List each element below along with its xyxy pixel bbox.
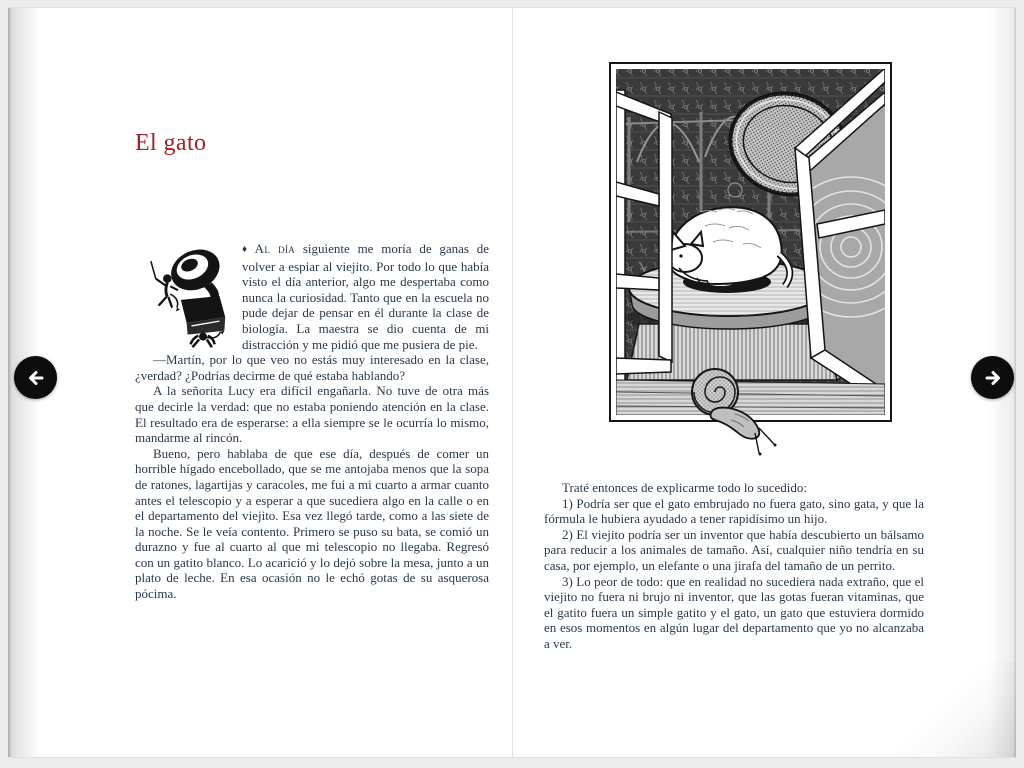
paragraph: 3) Lo peor de todo: que en realidad no sucediera nada extraño, que el viejito no fuera ni brujo ni inventor, que las gotas fueran vitaminas, que el gatito fuera un simple gatito y el gato, un gato que estuviera dormido en esos momentos en algún lugar del departamento que yo no alcanzaba a ver.: [544, 573, 924, 651]
book-spine: [512, 8, 513, 757]
paragraph: A la señorita Lucy era difícil engañarla. No tuve de otra más que decirle la verdad: que no estaba poniendo atención en la clase. El resultado era de esperarse: a ella siempre se le ocurría lo mismo, mandarme al rincón.: [135, 383, 489, 446]
arrow-left-icon: [25, 367, 47, 389]
gramophone-imps-illustration: [148, 243, 233, 349]
gramophone-icon: [148, 243, 233, 349]
right-text-column: [544, 480, 924, 652]
page-left: [8, 8, 512, 757]
chapter-title: El gato: [135, 130, 207, 156]
chapter-diamond-icon: ♦: [242, 244, 252, 255]
paragraph: Bueno, pero hablaba de que ese día, después de comer un horrible hígado encebollado, que se me antojaba menos que la sopa de ratones, lagartijas y caracoles, me fui a mi cuarto a armar cuanto antes el telescopio y a esperar a que sucediera algo en la calle o en el departamento del viejito. Esa vez llegó tarde, como a las siete de la noche. Se le veía contento. Primero se puso su bata, se comió un durazno y fue al cuarto al que mi telescopio no llegaba. Regresó con un gatito blanco. Lo acarició y lo dejó sobre la mesa, junto a un plato de leche. En esa ocasión no le echó gotas de su asquerosa pócima.: [135, 445, 489, 602]
cat-window-snail-icon: [609, 62, 892, 472]
left-text-column: [135, 241, 489, 602]
opening-smallcaps: Al día: [254, 241, 296, 256]
opening-text: siguiente me moría de ganas de volver a espiar al viejito. Por todo lo que había visto el día anterior, algo me despertaba como nunca la curiosidad. Tanto que en la escuela no pude dejar de pensar en él durante la clase de biología. La maestra se dio cuenta de mi distracción y me pidió que me pusiera de pie.: [242, 241, 490, 352]
arrow-right-icon: [982, 367, 1004, 389]
paragraph: 1) Podría ser que el gato embrujado no fuera gato, sino gata, y que la fórmula le hubiera ayudado a tener rapidísimo un hijo.: [544, 495, 924, 527]
paragraph: Traté entonces de explicarme todo lo sucedido:: [562, 480, 808, 495]
paragraph: 2) El viejito podría ser un inventor que había descubierto un bálsamo para reducir a los animales de tamaño. Así, cualquier niño tendría en su casa, por ejemplo, un elefante o una jirafa del tamaño de un perrito.: [544, 526, 924, 573]
paragraph: —Martín, por lo que veo no estás muy interesado en la clase, ¿verdad? ¿Podrías decirme de qué estaba hablando?: [135, 352, 489, 383]
book-spread: [8, 7, 1016, 758]
previous-page-button[interactable]: [14, 356, 57, 399]
page-right: [512, 8, 1016, 757]
cat-plate-illustration: [609, 62, 892, 472]
next-page-button[interactable]: [971, 356, 1014, 399]
